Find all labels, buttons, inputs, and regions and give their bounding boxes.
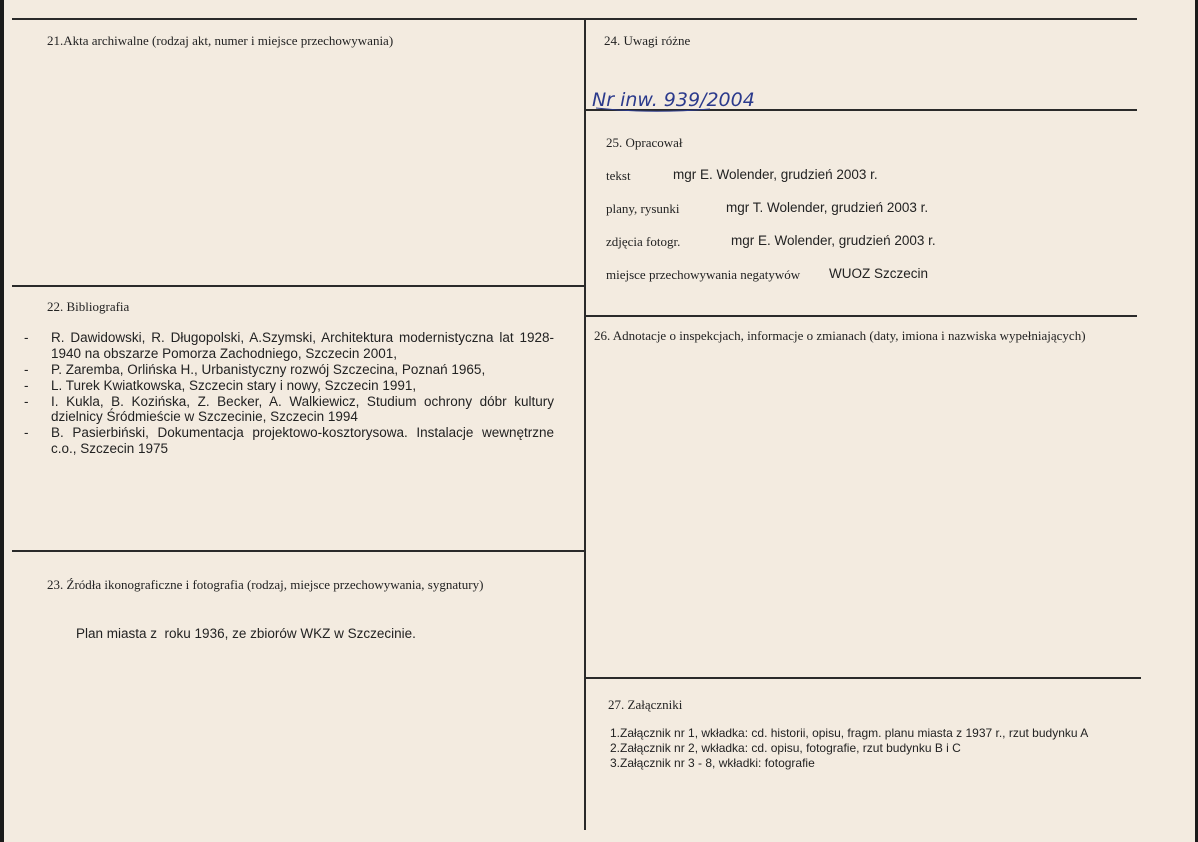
bullet-dash: -	[24, 330, 29, 345]
left-divider-22	[12, 285, 584, 287]
bibliography-text: I. Kukla, B. Kozińska, Z. Becker, A. Walkiewicz, Studium ochrony dóbr kultury dzielnicy Śródmieście w Szczecinie, Szczecin 1994	[51, 393, 554, 424]
left-divider-23	[12, 550, 584, 552]
bibliography-text: B. Pasierbiński, Dokumentacja projektowo-kosztorysowa. Instalacje wewnętrzne c.o., Szczecin 1975	[51, 425, 554, 456]
section-22-title: 22. Bibliografia	[47, 299, 130, 314]
author-label: zdjęcia fotogr.	[606, 234, 681, 249]
bibliography-list	[24, 330, 554, 457]
author-value: mgr T. Wolender, grudzień 2003 r.	[726, 200, 929, 215]
author-label: miejsce przechowywania negatywów	[606, 267, 801, 282]
author-value: mgr E. Wolender, grudzień 2003 r.	[673, 167, 878, 182]
bibliography-item	[24, 330, 554, 361]
bibliography-item	[24, 394, 554, 425]
attachment-item: 1.Załącznik nr 1, wkładka: cd. historii, opisu, fragm. planu miasta z 1937 r., rzut budynku A	[610, 726, 1089, 740]
bullet-dash: -	[24, 425, 29, 440]
bibliography-item	[24, 425, 554, 456]
bullet-dash: -	[24, 393, 29, 409]
bibliography-text: P. Zaremba, Orlińska H., Urbanistyczny rozwój Szczecina, Poznań 1965,	[51, 361, 486, 377]
section-26-title: 26. Adnotacje o inspekcjach, informacje o zmianach (daty, imiona i nazwiska wypełniających)	[594, 328, 1086, 343]
author-label: tekst	[606, 168, 631, 183]
bullet-dash: -	[24, 361, 29, 377]
bibliography-text: L. Turek Kwiatkowska, Szczecin stary i nowy, Szczecin 1991,	[51, 377, 417, 393]
handwritten-inventory-text: Nr inw. 939/2004	[592, 89, 755, 111]
section-24-title: 24. Uwagi różne	[604, 33, 691, 48]
attachment-item: 3.Załącznik nr 3 - 8, wkładki: fotografie	[610, 756, 815, 770]
top-border-line	[12, 18, 1137, 20]
bibliography-text: R. Dawidowski, R. Długopolski, A.Szymski, Architektura modernistyczna lat 1928-1940 na obszarze Pomorza Zachodniego, Szczecin 2001,	[51, 330, 554, 361]
bullet-dash: -	[24, 377, 29, 393]
section-25-title: 25. Opracował	[606, 135, 683, 150]
author-value: WUOZ Szczecin	[829, 266, 929, 281]
iconography-source-text: Plan miasta z roku 1936, ze zbiorów WKZ w Szczecinie.	[76, 626, 416, 641]
right-divider-26	[586, 315, 1137, 317]
section-23-title: 23. Źródła ikonograficzne i fotografia (rodzaj, miejsce przechowywania, sygnatury)	[47, 577, 484, 592]
attachments-list	[610, 726, 1088, 771]
section-21-title: 21.Akta archiwalne (rodzaj akt, numer i miejsce przechowywania)	[47, 33, 394, 48]
bibliography-item	[24, 362, 554, 378]
section-27-title: 27. Załączniki	[608, 697, 683, 712]
author-label: plany, rysunki	[606, 201, 680, 216]
center-divider	[584, 18, 586, 830]
attachment-item: 2.Załącznik nr 2, wkładka: cd. opisu, fotografie, rzut budynku B i C	[610, 741, 961, 755]
author-value: mgr E. Wolender, grudzień 2003 r.	[731, 233, 936, 248]
right-divider-27	[586, 677, 1141, 679]
bibliography-item	[24, 378, 554, 394]
handwritten-inventory-number	[590, 84, 790, 116]
left-edge	[0, 0, 4, 842]
